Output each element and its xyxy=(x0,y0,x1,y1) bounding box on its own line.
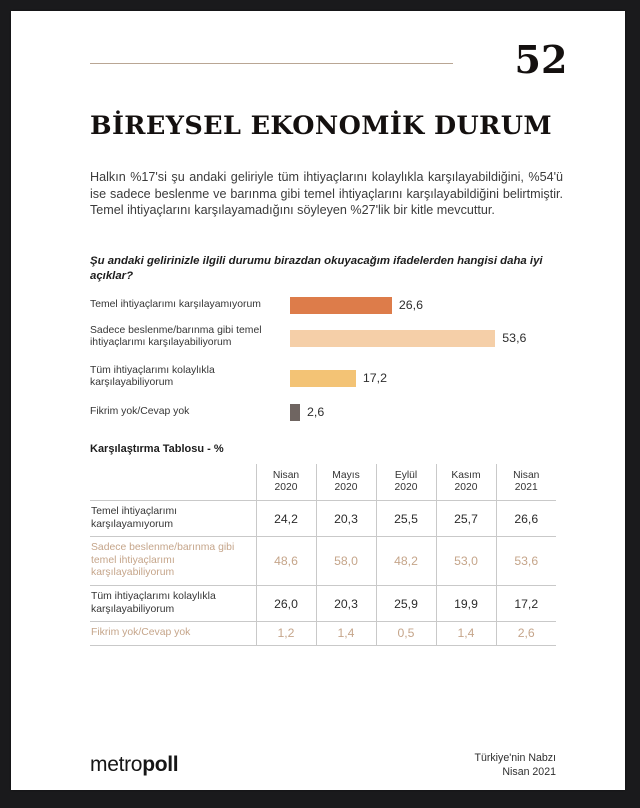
table-row-label: Temel ihtiyaçlarımı karşılayamıyorum xyxy=(90,501,256,537)
table-head xyxy=(90,464,556,501)
table-row-label: Sadece beslenme/barınma gibi temel ihtiyaçlarımı karşılayabiliyorum xyxy=(90,537,256,586)
intro-paragraph: Halkın %17'si şu andaki geliriyle tüm ihtiyaçlarını kolaylıkla karşılayabildiğini, %54'ü ise sadece beslenme ve barınma gibi temel ihtiyaçlarını karşılayabildiğini belirtmiştir. Temel ihtiyaçlarını karşılayamadığını söyleyen %27'lik bir kitle mevcuttur. xyxy=(90,170,563,218)
table-cell-value: 25,5 xyxy=(376,501,436,537)
column-header-year: 2020 xyxy=(394,482,418,493)
survey-question: Şu andaki gelirinizle ilgili durumu birazdan okuyacağım ifadelerden hangisi daha iyi açıklar? xyxy=(90,255,543,282)
table-cell-value: 2,6 xyxy=(496,622,556,646)
bar xyxy=(290,404,300,421)
footer-line-2: Nisan 2021 xyxy=(502,766,556,778)
bar xyxy=(290,330,495,347)
table-column-header xyxy=(316,464,376,501)
table-cell-value: 1,4 xyxy=(436,622,496,646)
bar xyxy=(290,297,392,314)
table-row xyxy=(90,501,556,537)
bar-value-label: 53,6 xyxy=(502,331,527,345)
bar-value-label: 2,6 xyxy=(307,405,325,419)
table-column-header xyxy=(256,464,316,501)
table-corner-cell xyxy=(90,464,256,501)
table-cell-value: 26,0 xyxy=(256,585,316,621)
bar-chart xyxy=(11,292,625,422)
table-cell-value: 17,2 xyxy=(496,585,556,621)
column-header-month: Nisan xyxy=(272,469,300,481)
metropoll-logo xyxy=(90,753,178,777)
column-header-year: 2020 xyxy=(454,482,478,493)
table-cell-value: 20,3 xyxy=(316,501,376,537)
table-cell-value: 25,7 xyxy=(436,501,496,537)
page-title: BİREYSEL EKONOMİK DURUM xyxy=(90,111,553,141)
table-row xyxy=(90,585,556,621)
table-row xyxy=(90,537,556,586)
bar-label: Fikrim yok/Cevap yok xyxy=(90,406,190,417)
table-cell-value: 24,2 xyxy=(256,501,316,537)
table-cell-value: 48,2 xyxy=(376,537,436,586)
table-column-header xyxy=(496,464,556,501)
column-header-month: Kasım xyxy=(451,469,481,481)
comparison-table xyxy=(90,464,556,646)
page-header xyxy=(11,11,625,99)
table-row xyxy=(90,622,556,646)
table-row-label: Tüm ihtiyaçlarımı kolaylıkla karşılayabiliyorum xyxy=(90,585,256,621)
bar-label: Sadece beslenme/barınma gibi temel ihtiyaçlarımı karşılayabiliyorum xyxy=(90,325,262,349)
column-header-year: 2021 xyxy=(514,482,538,493)
column-header-year: 2020 xyxy=(334,482,358,493)
report-page xyxy=(11,11,625,790)
table-row-label: Fikrim yok/Cevap yok xyxy=(90,622,256,646)
bar-label: Temel ihtiyaçlarımı karşılayamıyorum xyxy=(90,299,261,310)
logo-text-bold: poll xyxy=(142,753,179,776)
column-header-month: Eylül xyxy=(394,469,418,481)
table-cell-value: 53,6 xyxy=(496,537,556,586)
bar-label: Tüm ihtiyaçlarımı kolaylıkla karşılayabiliyorum xyxy=(90,365,215,389)
bar-value-label: 17,2 xyxy=(362,371,387,385)
header-rule xyxy=(90,63,453,64)
table-cell-value: 26,6 xyxy=(496,501,556,537)
table-body xyxy=(90,501,556,646)
footer-line-1: Türkiye'nin Nabzı xyxy=(474,752,556,764)
column-header-month: Nisan xyxy=(513,469,540,481)
bar-fill xyxy=(290,370,356,387)
table-cell-value: 1,2 xyxy=(256,622,316,646)
table-cell-value: 0,5 xyxy=(376,622,436,646)
table-cell-value: 20,3 xyxy=(316,585,376,621)
table-cell-value: 53,0 xyxy=(436,537,496,586)
table-cell-value: 58,0 xyxy=(316,537,376,586)
footer-caption xyxy=(474,751,556,779)
bar xyxy=(290,370,356,387)
bar-fill xyxy=(290,404,300,421)
table-cell-value: 1,4 xyxy=(316,622,376,646)
column-header-month: Mayıs xyxy=(332,469,360,481)
table-cell-value: 19,9 xyxy=(436,585,496,621)
bar-value-label: 26,6 xyxy=(398,298,423,312)
comparison-table-title: Karşılaştırma Tablosu - % xyxy=(90,443,224,455)
column-header-year: 2020 xyxy=(274,482,298,493)
table-header-row xyxy=(90,464,556,501)
logo-text-light: metro xyxy=(90,753,143,776)
table-column-header xyxy=(376,464,436,501)
bar-fill xyxy=(290,330,495,347)
table-column-header xyxy=(436,464,496,501)
page-number: 52 xyxy=(514,37,568,82)
bar-fill xyxy=(290,297,392,314)
table-cell-value: 48,6 xyxy=(256,537,316,586)
table-cell-value: 25,9 xyxy=(376,585,436,621)
